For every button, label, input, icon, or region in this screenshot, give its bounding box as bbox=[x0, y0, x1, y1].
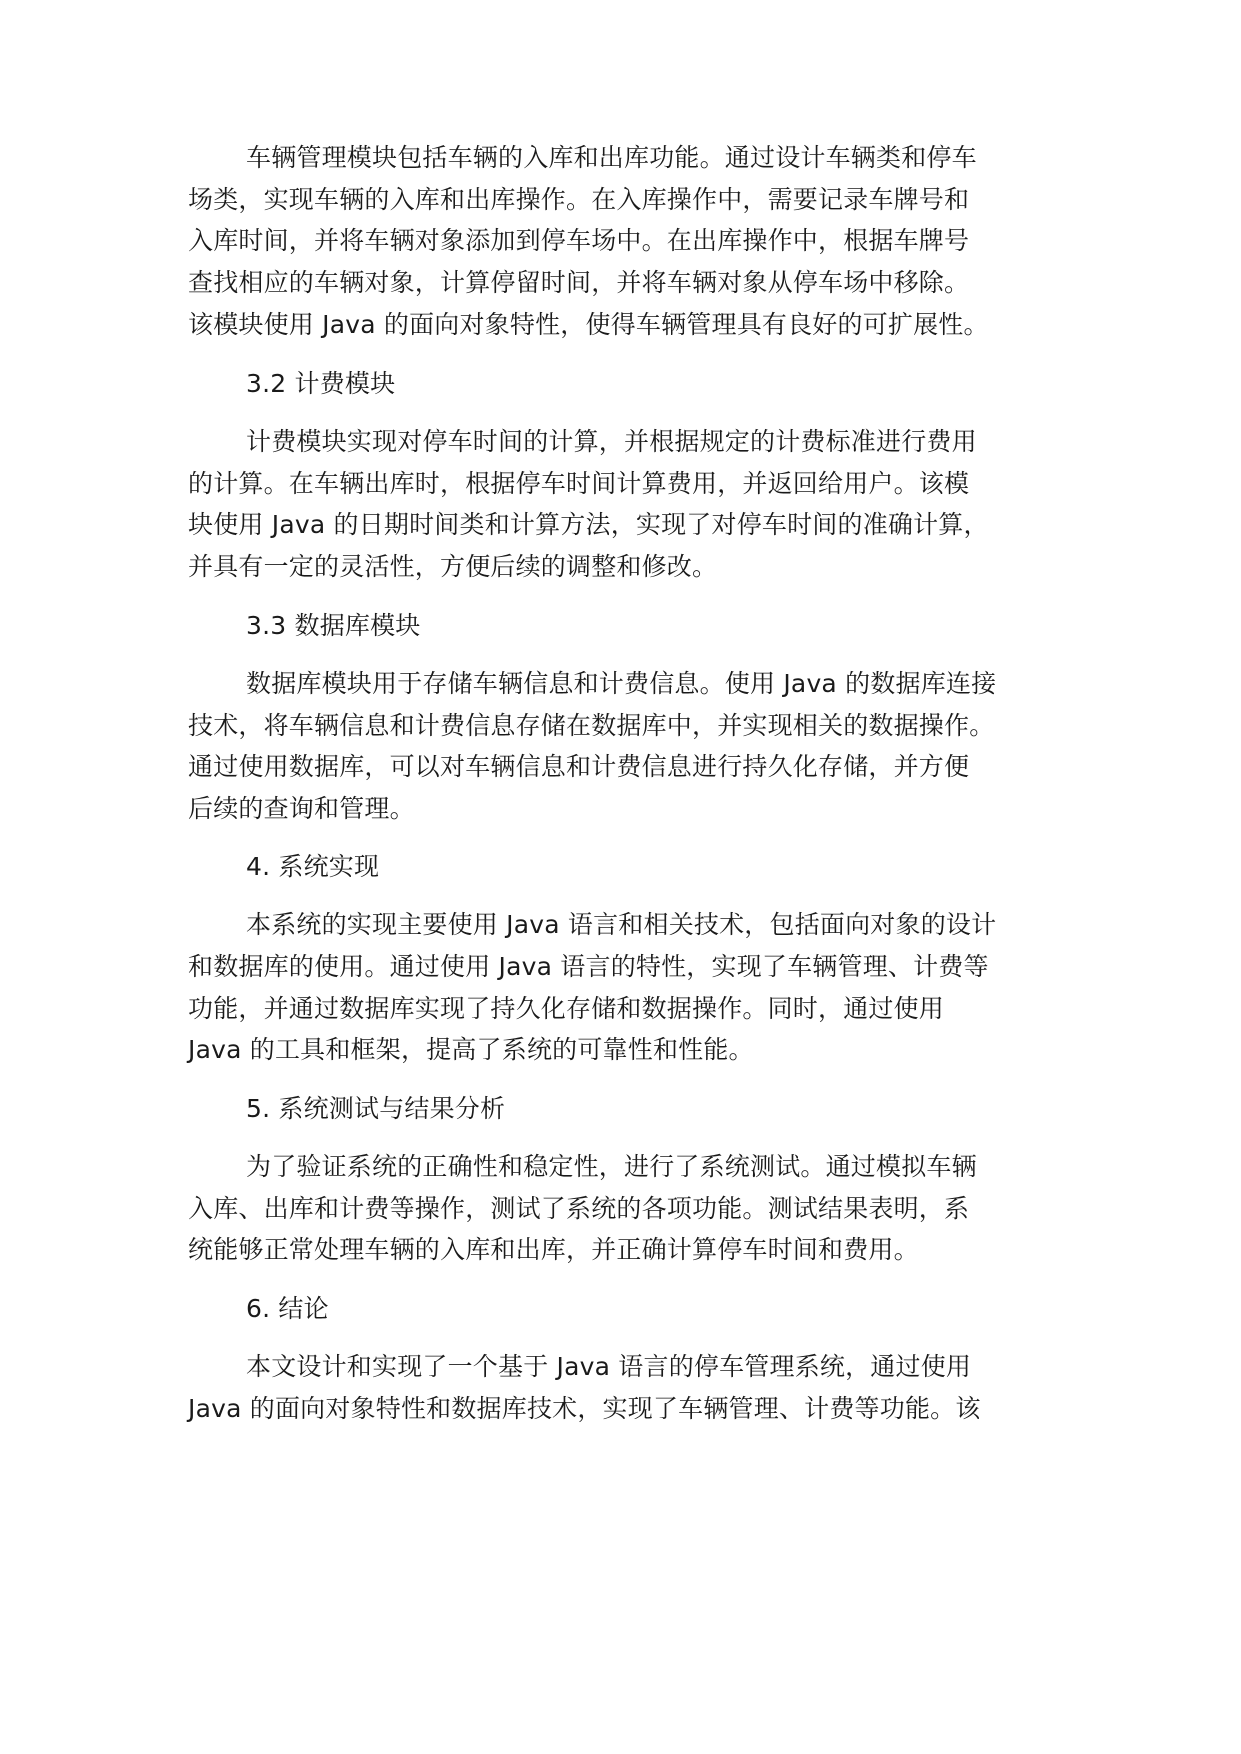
body-text-line: 查找相应的车辆对象，计算停留时间，并将车辆对象从停车场中移除。 bbox=[188, 268, 970, 297]
section-heading: 3.3 数据库模块 bbox=[246, 611, 421, 640]
section-heading: 6. 结论 bbox=[246, 1294, 329, 1323]
body-text-line: 后续的查询和管理。 bbox=[188, 794, 415, 823]
body-text-line: 入库、出库和计费等操作，测试了系统的各项功能。测试结果表明，系 bbox=[188, 1194, 970, 1223]
body-text-line: 为了验证系统的正确性和稳定性，进行了系统测试。通过模拟车辆 bbox=[246, 1152, 977, 1181]
section-heading: 5. 系统测试与结果分析 bbox=[246, 1094, 506, 1123]
body-text-line: 本系统的实现主要使用 Java 语言和相关技术，包括面向对象的设计 bbox=[246, 910, 997, 939]
body-text-line: 入库时间，并将车辆对象添加到停车场中。在出库操作中，根据车牌号 bbox=[188, 226, 970, 255]
body-text-line: 车辆管理模块包括车辆的入库和出库功能。通过设计车辆类和停车 bbox=[246, 143, 977, 172]
body-text-line: 统能够正常处理车辆的入库和出库，并正确计算停车时间和费用。 bbox=[188, 1235, 919, 1264]
body-text-line: 通过使用数据库，可以对车辆信息和计费信息进行持久化存储，并方便 bbox=[188, 752, 970, 781]
body-text-line: 和数据库的使用。通过使用 Java 语言的特性，实现了车辆管理、计费等 bbox=[188, 952, 989, 981]
body-text-line: 的计算。在车辆出库时，根据停车时间计算费用，并返回给用户。该模 bbox=[188, 469, 970, 498]
body-text-line: 场类，实现车辆的入库和出库操作。在入库操作中，需要记录车牌号和 bbox=[188, 185, 970, 214]
body-text-line: 并具有一定的灵活性，方便后续的调整和修改。 bbox=[188, 552, 718, 581]
body-text-line: 技术，将车辆信息和计费信息存储在数据库中，并实现相关的数据操作。 bbox=[188, 711, 995, 740]
body-text-line: 计费模块实现对停车时间的计算，并根据规定的计费标准进行费用 bbox=[246, 427, 977, 456]
body-text-line: Java 的工具和框架，提高了系统的可靠性和性能。 bbox=[188, 1035, 754, 1064]
body-text-line: 功能，并通过数据库实现了持久化存储和数据操作。同时，通过使用 bbox=[188, 994, 945, 1023]
section-heading: 3.2 计费模块 bbox=[246, 369, 396, 398]
body-text-line: 块使用 Java 的日期时间类和计算方法，实现了对停车时间的准确计算， bbox=[188, 510, 989, 539]
body-text-line: 数据库模块用于存储车辆信息和计费信息。使用 Java 的数据库连接 bbox=[246, 669, 997, 698]
section-heading: 4. 系统实现 bbox=[246, 852, 380, 881]
body-text-line: Java 的面向对象特性和数据库技术，实现了车辆管理、计费等功能。该 bbox=[188, 1394, 981, 1423]
body-text-line: 本文设计和实现了一个基于 Java 语言的停车管理系统，通过使用 bbox=[246, 1352, 972, 1381]
body-text-line: 该模块使用 Java 的面向对象特性，使得车辆管理具有良好的可扩展性。 bbox=[188, 310, 989, 339]
